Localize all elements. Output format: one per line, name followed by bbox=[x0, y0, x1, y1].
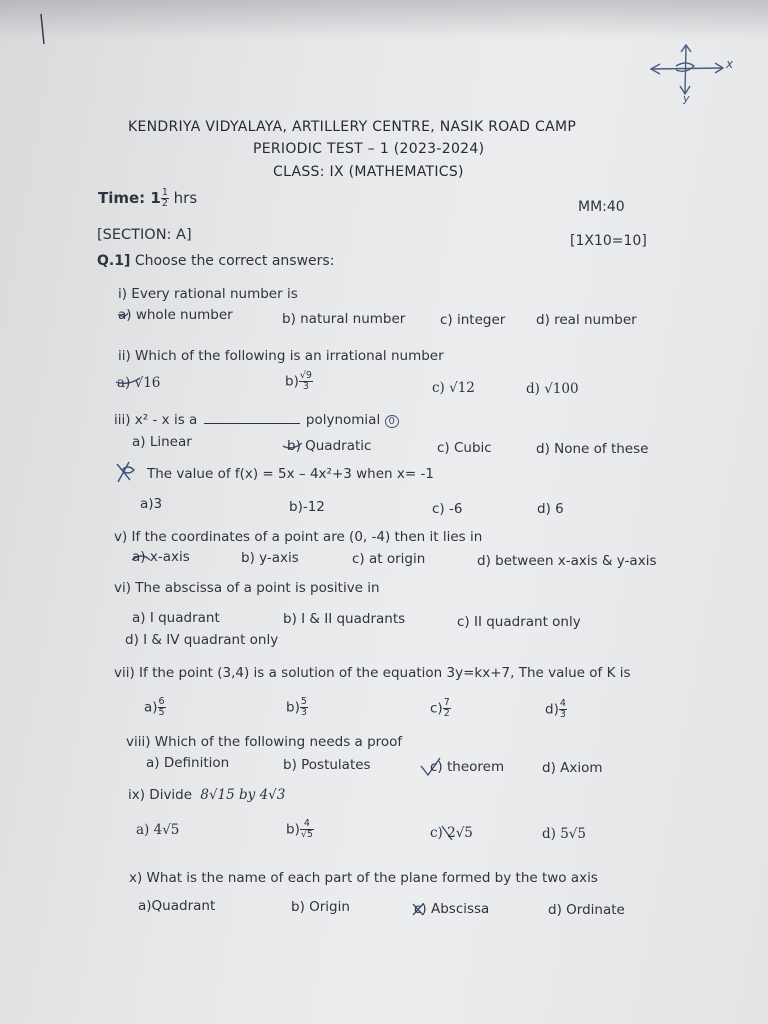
option: a) $\frac{6}{5}$ bbox=[144, 696, 165, 718]
question-stem: i) Every rational number is bbox=[118, 286, 298, 302]
q1-heading: Q.1] Choose the correct answers: bbox=[97, 253, 335, 269]
option: b) y-axis bbox=[241, 550, 299, 566]
question-stem: vii) If the point (3,4) is a solution of the equation 3y=kx+7, The value of K is bbox=[114, 665, 631, 681]
option: b) Postulates bbox=[283, 757, 371, 773]
option: a)3 bbox=[140, 496, 163, 512]
scribble-mark bbox=[117, 462, 134, 482]
option: c) integer bbox=[440, 312, 506, 328]
option: d) None of these bbox=[536, 441, 649, 457]
school-name: KENDRIYA VIDYALAYA, ARTILLERY CENTRE, NASIK ROAD CAMP bbox=[128, 119, 577, 135]
option: c) at origin bbox=[352, 551, 426, 567]
question-stem: The value of f(x) = 5x – 4x²+3 when x= -1 bbox=[147, 466, 434, 482]
option: c) Cubic bbox=[437, 440, 492, 456]
option: a) Linear bbox=[132, 434, 192, 450]
blank-line bbox=[204, 423, 300, 424]
question-stem: iii) x² - x is a polynomial 0 bbox=[114, 412, 399, 428]
class-title: CLASS: IX (MATHEMATICS) bbox=[273, 164, 464, 180]
question-stem: v) If the coordinates of a point are (0, -4) then it lies in bbox=[114, 529, 483, 545]
option: b) Quadratic bbox=[287, 438, 372, 454]
option: d) 6 bbox=[537, 501, 564, 517]
option: a) whole number bbox=[118, 307, 233, 323]
max-marks: MM:40 bbox=[578, 199, 625, 215]
section-title: [SECTION: A] bbox=[97, 227, 192, 243]
question-stem: x) What is the name of each part of the plane formed by the two axis bbox=[129, 870, 598, 886]
option: b) $\frac{√9}{3}$ bbox=[285, 370, 312, 392]
option: d) Axiom bbox=[542, 760, 603, 776]
time-unit: hrs bbox=[173, 189, 198, 207]
option: c) -6 bbox=[432, 501, 463, 517]
time-label: Time: 1 bbox=[98, 189, 161, 207]
option: d) $\frac{4}{3}$ bbox=[545, 698, 566, 720]
sketch-label-y: y bbox=[683, 92, 690, 105]
option: b)-12 bbox=[289, 499, 325, 515]
question-stem: vi) The abscissa of a point is positive in bbox=[114, 580, 380, 596]
option: d) 5√5 bbox=[542, 826, 586, 842]
option: c) II quadrant only bbox=[457, 614, 581, 630]
pen-circle-mark: 0 bbox=[385, 415, 399, 428]
option: d) real number bbox=[536, 312, 637, 328]
option: d) between x-axis & y-axis bbox=[477, 553, 657, 569]
option: c) theorem bbox=[430, 759, 505, 775]
option: c) $\frac{7}{2}$ bbox=[430, 697, 450, 719]
stem-math: 8√15 by 4√3 bbox=[200, 787, 286, 803]
option: b) natural number bbox=[282, 311, 406, 327]
question-stem: ii) Which of the following is an irrational number bbox=[118, 348, 444, 364]
option: b) I & II quadrants bbox=[283, 611, 406, 627]
option: b) $\frac{4}{√5}$ bbox=[286, 818, 313, 840]
pen-stroke bbox=[41, 14, 44, 44]
option: c) 2√5 bbox=[430, 825, 473, 841]
option: a) 4√5 bbox=[136, 822, 180, 838]
axis-sketch-icon bbox=[651, 45, 723, 94]
option: a)Quadrant bbox=[138, 898, 216, 914]
option: d) √100 bbox=[526, 381, 579, 397]
time-info bbox=[98, 188, 197, 209]
time-fraction: $\frac{1}{2}$ bbox=[161, 187, 168, 209]
option: d) I & IV quadrant only bbox=[125, 632, 279, 648]
question-stem: viii) Which of the following needs a proof bbox=[126, 734, 403, 750]
option: a) √16 bbox=[117, 375, 161, 391]
option: b) $\frac{5}{3}$ bbox=[286, 696, 307, 718]
option: a) I quadrant bbox=[132, 610, 220, 626]
option: c) Abscissa bbox=[414, 901, 490, 917]
option: c) √12 bbox=[432, 380, 475, 396]
test-title: PERIODIC TEST – 1 (2023-2024) bbox=[253, 141, 485, 157]
option: a) x-axis bbox=[132, 549, 190, 565]
section-marks: [1X10=10] bbox=[570, 233, 647, 249]
option: b) Origin bbox=[291, 899, 350, 915]
question-stem: ix) Divide 8√15 by 4√3 bbox=[128, 787, 286, 803]
option: a) Definition bbox=[146, 755, 230, 771]
sketch-label-x: x bbox=[726, 57, 734, 71]
option: d) Ordinate bbox=[548, 902, 625, 918]
